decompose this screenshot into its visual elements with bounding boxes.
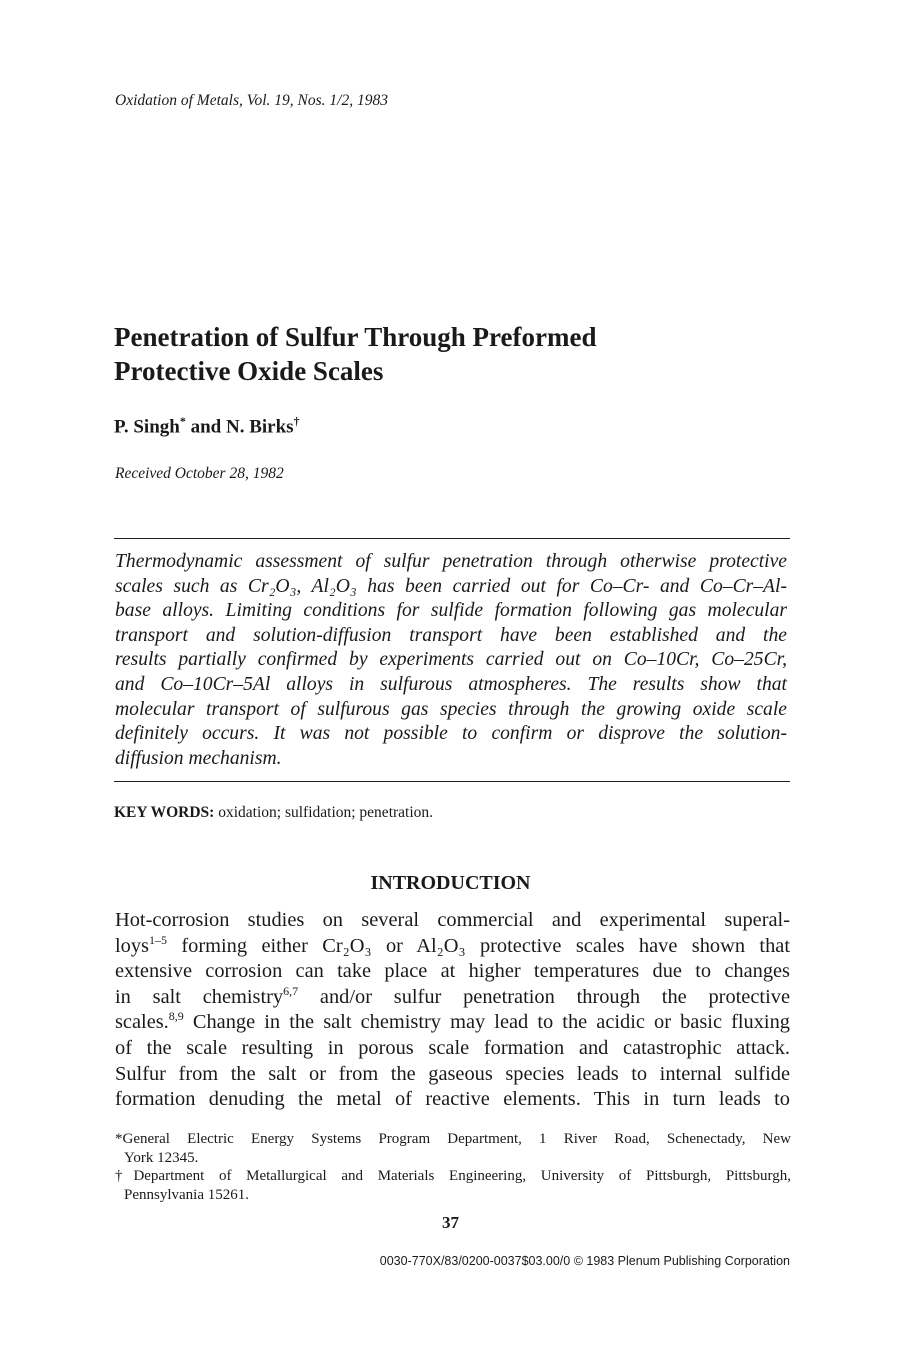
footnote-marker: † <box>293 414 300 428</box>
footnote-line: *General Electric Energy Systems Program Department, 1 River Road, Schenectady, New <box>115 1131 791 1147</box>
author-name: N. Birks <box>225 416 294 438</box>
abstract <box>115 550 787 771</box>
abstract-line: base alloys. Limiting conditions for sulfide formation following gas molecular <box>115 600 787 622</box>
title-line: Penetration of Sulfur Through Preformed <box>114 322 597 352</box>
abstract-line: results partially confirmed by experiments carried out on Co–10Cr, Co–25Cr, <box>115 649 787 671</box>
keywords-text: oxidation; sulfidation; penetration. <box>214 804 434 821</box>
author-list <box>114 414 300 438</box>
body-line: in salt chemistry$^{6,7}$ and/or sulfur penetration through the protective <box>115 983 790 1008</box>
title-line: Protective Oxide Scales <box>114 356 384 386</box>
author-separator: and <box>185 416 226 438</box>
journal-citation: Oxidation of Metals, Vol. 19, Nos. 1/2, 1983 <box>115 92 388 109</box>
abstract-top-rule <box>114 538 790 539</box>
section-heading: INTRODUCTION <box>370 872 531 894</box>
body-line: Hot-corrosion studies on several commercial and experimental superal- <box>115 909 790 931</box>
abstract-line: and Co–10Cr–5Al alloys in sulfurous atmospheres. The results show that <box>115 673 787 695</box>
footnote-marker: * <box>179 414 186 428</box>
footnotes <box>115 1130 791 1204</box>
keywords-label: KEY WORDS: <box>114 804 215 821</box>
abstract-line: scales such as Cr₂O₃, Al₂O₃ has been carried out for Co–Cr- and Co–Cr–Al- <box>115 575 787 597</box>
abstract-bottom-rule <box>114 781 790 782</box>
body-line: loys$^{1-5}$ forming either Cr₂O₃ or Al₂O₃ protective scales have shown that <box>115 932 790 957</box>
footnote-line: Pennsylvania 15261. <box>124 1186 249 1203</box>
abstract-line: molecular transport of sulfurous gas species through the growing oxide scale <box>115 698 787 720</box>
abstract-line: transport and solution-diffusion transport have been established and the <box>115 624 787 646</box>
body-line: Sulfur from the salt or from the gaseous species leads to internal sulfide <box>115 1062 790 1085</box>
abstract-line: diffusion mechanism. <box>115 747 282 769</box>
body-line: scales.$^{8,9}$ Change in the salt chemistry may lead to the acidic or basic fluxing <box>115 1009 790 1034</box>
body-text <box>115 908 790 1113</box>
page-number: 37 <box>442 1213 459 1232</box>
citation: 6,7 <box>283 983 299 998</box>
footnote-line: York 12345. <box>124 1149 199 1166</box>
citation: 8,9 <box>168 1009 184 1024</box>
abstract-line: Thermodynamic assessment of sulfur penetration through otherwise protective <box>115 551 787 572</box>
body-line: formation denuding the metal of reactive elements. This in turn leads to <box>115 1088 790 1111</box>
footnote-line: †Department of Metallurgical and Materials Engineering, University of Pittsburgh, Pittsburgh, <box>115 1168 791 1184</box>
body-line: of the scale resulting in porous scale formation and catastrophic attack. <box>115 1036 790 1059</box>
citation: 1–5 <box>149 932 167 947</box>
keywords <box>114 804 433 822</box>
body-line: extensive corrosion can take place at higher temperatures due to changes <box>115 960 790 983</box>
author-name: P. Singh <box>114 416 180 438</box>
abstract-line: definitely occurs. It was not possible to confirm or disprove the solution- <box>115 723 787 745</box>
copyright-line: 0030-770X/83/0200-0037$03.00/0 © 1983 Plenum Publishing Corporation <box>379 1254 790 1268</box>
received-date: Received October 28, 1982 <box>115 465 284 482</box>
paper-title <box>114 320 794 388</box>
